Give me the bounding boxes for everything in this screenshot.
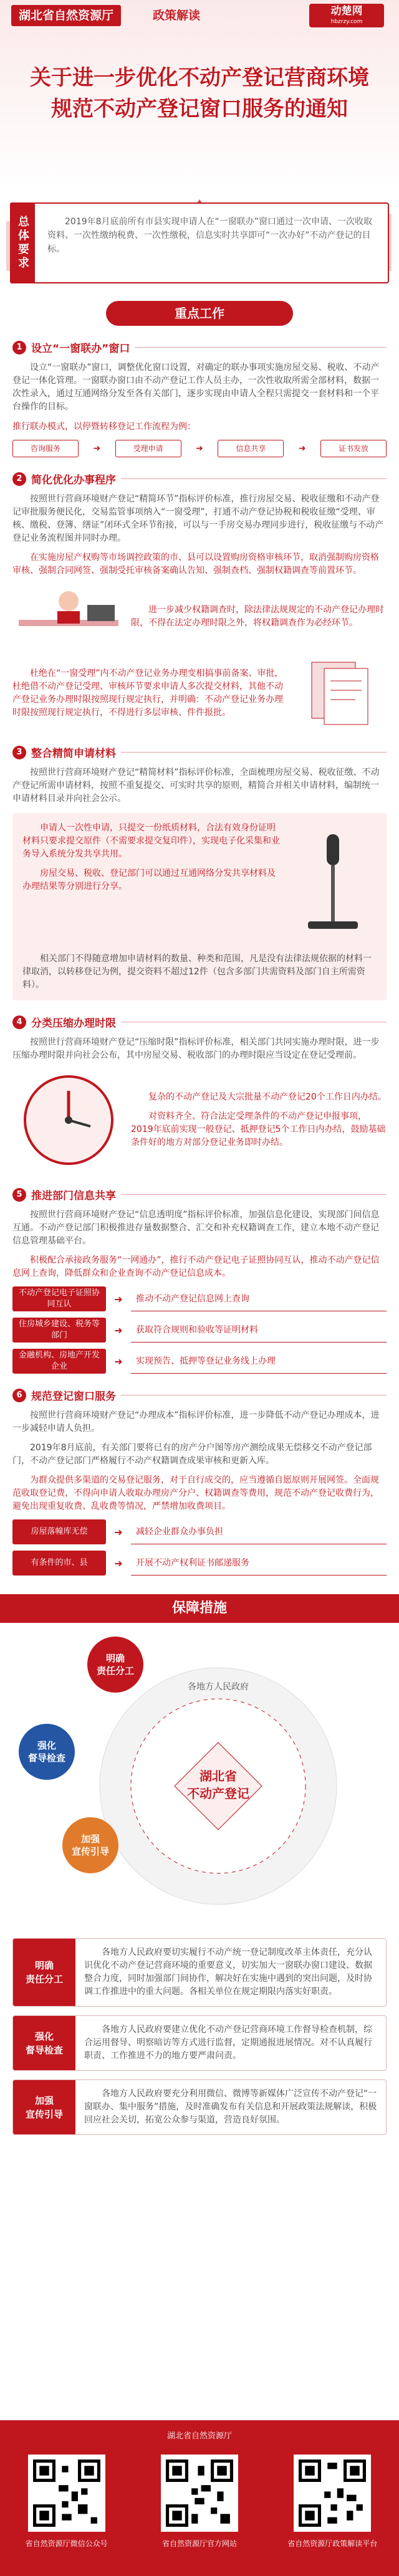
highlight-texts [22, 822, 283, 946]
illustrated-row [12, 656, 387, 731]
section-title: 推进部门信息共享 [31, 1190, 116, 1202]
section-number: 1 [12, 341, 26, 354]
issuer-subtag: 政策解读 [153, 9, 201, 22]
section-4-heading [12, 1014, 387, 1030]
top-bar [0, 0, 399, 31]
divider [121, 478, 387, 479]
qr-code-icon[interactable] [28, 2455, 105, 2532]
section-number: 6 [12, 1389, 26, 1402]
ring-label: 各地方人民政府 [188, 1682, 249, 1692]
clock-illustration [12, 1067, 125, 1173]
circle-publicity: 加强 宣传引导 [62, 1817, 118, 1873]
documents-illustration [293, 656, 387, 731]
section-title: 设立“一窗联办”窗口 [31, 343, 130, 355]
link-left: 金融机构、房地产开发企业 [12, 1349, 106, 1374]
flow-caption: 推行联办模式，以停暨转移登记工作流程为例： [12, 422, 196, 432]
section-5-heading [12, 1187, 387, 1202]
link-row [12, 1349, 387, 1374]
arrow-right-icon: ➜ [114, 1324, 123, 1336]
issuer-tag: 湖北省自然资源厅 [11, 5, 121, 26]
flow-step: 信息共享 [218, 440, 284, 457]
guarantee-tag: 强化 督导检查 [13, 2016, 75, 2070]
flow-step: 证书发放 [320, 440, 387, 457]
paragraph: 2019年8月底前，有关部门要将已有的房产分户图等房产测绘成果无偿移交不动产登记部门，不动产登记部门严格履行不动产权籍调查成果审核和更新入库。 [12, 1443, 372, 1466]
section-2-heading [12, 471, 387, 487]
highlight-paragraph: 为群众提供多渠道的交易登记服务，对于自行成交的，应当遵循自愿原则开展网签。全面规范收取登记费，不得向申请人收取办理房产分户、权籍调查等费用，规范不动产登记收费行为，避免出现重复收费、乱收费等情况，严禁增加收费项目。 [12, 1475, 379, 1511]
qr-codes [0, 2455, 399, 2549]
footer [0, 2420, 399, 2576]
flow-step: 受理申请 [115, 440, 181, 457]
circle-responsibility: 明确 责任分工 [87, 1637, 143, 1693]
summary-tag: 总体要求 [10, 202, 35, 283]
section-1 [0, 340, 399, 457]
arrow-right-icon: ➜ [114, 1293, 123, 1305]
arrow-right-icon: ➜ [298, 444, 306, 454]
section-2 [0, 471, 399, 731]
section-6-heading [12, 1387, 387, 1403]
qr-code-item[interactable] [153, 2455, 246, 2549]
link-row [12, 1286, 387, 1311]
process-flow [12, 440, 387, 457]
link-row [12, 1551, 387, 1576]
section-number: 2 [12, 472, 26, 486]
divider [135, 347, 387, 348]
section-3 [0, 744, 399, 1000]
section-number: 5 [12, 1188, 26, 1202]
paragraph: 按照世行营商环境财产登记“信息透明度”指标评价标准，加强信息化建设，实现部门间信息互通。不动产登记部门积极推进存量数据整合、汇交和补充权籍调查工作，建立本地不动产登记信息管理基础平台。 [12, 1210, 380, 1246]
logo-text: 动楚网 [330, 5, 363, 17]
title-line2: 规范不动产登记窗口服务的通知 [51, 97, 348, 121]
qr-code-item[interactable] [286, 2455, 379, 2549]
qr-code-icon[interactable] [294, 2455, 371, 2532]
highlight-paragraph: 申请人一次性申请，只提交一份纸质材料，合法有效身份证明材料只要求提交原件（不需要求提交复印件），实现电子化采集和业务导入系统分发共享共用。 [22, 823, 280, 859]
guarantee-item [12, 1938, 387, 2007]
arrow-right-icon: ➜ [114, 1526, 123, 1538]
paragraph: 按照世行营商环境财产登记“精简材料”指标评价标准，全面梳理房屋交易、税收征缴、不动产登记所需申请材料，按照不重复提交、可实时共享的原则，精简合并相关申请材料，编制统一申请材料目录并向社会公示。 [12, 768, 380, 804]
link-right: 开展不动产权利证书邮递服务 [131, 1551, 387, 1576]
link-right: 实现预告、抵押等登记业务线上办理 [131, 1349, 387, 1374]
illustrated-row [12, 1067, 387, 1173]
summary-box [10, 202, 389, 283]
highlight-paragraph: 进一步减少权籍调查时，除法律法规规定的不动产登记办理时限，不得在法定办理时限之外，将权籍调查作为必经环节。 [131, 605, 384, 628]
highlight-paragraph: 积极配合承接政务服务“一网通办”，推行不动产登记电子证照协同互认，推动不动产登记信息网上查询，降低群众和企业查询不动产登记信息成本。 [12, 1255, 380, 1278]
section-1-heading [12, 340, 387, 355]
link-row [12, 1318, 387, 1343]
link-right: 获取符合规则和验收等证明材料 [131, 1318, 387, 1343]
title-line1: 关于进一步优化不动产登记营商环境 [30, 65, 369, 90]
guarantee-diagram [12, 1630, 387, 1929]
circle-supervision: 强化 督导检查 [19, 1724, 75, 1780]
logo-sub: hbzrzy.com [330, 19, 363, 25]
qr-code-item[interactable] [20, 2455, 113, 2549]
flow-step: 咨询服务 [12, 440, 79, 457]
site-logo[interactable] [309, 4, 384, 27]
paragraph: 按照世行营商环境财产登记“压缩时限”指标评价标准，相关部门共同实施办理时限，进一步压缩办理时限并向社会公布，其中房屋交易、税收部门的办理时限应当设定在登记受理前。 [12, 1037, 380, 1060]
microphone-illustration [289, 822, 377, 946]
qr-caption: 省自然资源厅官方网站 [161, 2539, 237, 2548]
footer-title: 湖北省自然资源厅 [166, 2431, 232, 2441]
divider [121, 1194, 387, 1195]
section-4 [0, 1014, 399, 1173]
guarantee-text: 各地方人民政府要切实履行不动产统一登记制度改革主体责任，充分认识优化不动产登记营商环境的重要意义，切实加大一窗联办窗口建设、数据整合力度，同时加强部门间协作，解决好在实施中遇到的突出问题，及时协调工作推进中的重大问题。各相关单位在规定期限内落实好职责。 [84, 1947, 372, 1997]
qr-caption: 省自然资源厅政策解读平台 [287, 2539, 378, 2548]
guarantee-tag: 加强 宣传引导 [13, 2080, 75, 2134]
divider [121, 752, 387, 753]
arrow-right-icon: ➜ [196, 444, 203, 454]
section-number: 3 [12, 746, 26, 759]
link-right: 推动不动产登记信息网上查询 [131, 1286, 387, 1311]
link-left: 房屋落幢库无偿 [12, 1519, 106, 1544]
link-left: 有条件的市、县 [12, 1551, 106, 1576]
paragraph: 按照世行营商环境财产登记“精简环节”指标评价标准，推行房屋交易、税收征缴和不动产登记审批服务便民化，交易监管事项纳入“一窗受理”，打通不动产登记协税和税收征缴“受理、审核、缴税、登簿、缮证”闭环式全环节衔接，可以与一手房交易办理同步进行，税收征缴与不动产登记业务流程图并同时办理。 [12, 494, 384, 543]
section-title: 规范登记窗口服务 [31, 1390, 116, 1403]
summary-text: 2019年8月底前所有市县实现申请人在“一窗联办”窗口通过一次申请、一次收取资料、一次性缴纳税费、一次性缴税，信息实时共享即可“一次办好”不动产登记的目标。 [47, 217, 373, 254]
highlight-paragraph: 在实施房屋产权购等市场调控政策的市、县可以设置购房资格审核环节，取消强制购房资格审核、强制合同网签、强制受托审核备案确认告知、强制查档、强制权籍调查等前置环节。 [12, 553, 379, 576]
section-3-heading [12, 744, 387, 760]
section-5 [0, 1187, 399, 1374]
key-points-banner: 重点工作 [106, 301, 293, 326]
highlight-texts [131, 1091, 387, 1149]
section-6 [0, 1387, 399, 1576]
guarantee-tag: 明确 责任分工 [13, 1939, 75, 2006]
page-title [12, 62, 387, 125]
guarantee-item [12, 2015, 387, 2071]
paragraph: 相关部门不得随意增加申请材料的数量、种类和范围，凡是没有法律法规依据的材料一律取消，以转移登记为例，提交资料不超过12件（包含多部门共需资料及部门自主所需资料）。 [22, 954, 372, 990]
guarantee-text: 各地方人民政府要建立优化不动产登记营商环境工作督导检查机制，综合运用督导、明察暗访等方式进行监督，定期通报进展情况。对不认真履行职责、工作推进不力的地方要严肃问责。 [84, 2025, 372, 2061]
section-number: 4 [12, 1015, 26, 1029]
arrow-right-icon: ➜ [93, 444, 101, 454]
highlight-paragraph: 杜绝在“一窗受理”内不动产登记业务办理变相搞事前备案、审批，杜绝借不动产登记受理、审核环节要求申请人多次提交材料，其他不动产登记业务办理时限按照现行规定执行，并明确：不动产登记业务办理时限按照现行规定执行，不得进行多层审核、件件报批。 [12, 668, 284, 718]
highlight-box [12, 813, 387, 1000]
link-left: 住房城乡建设、税务等部门 [12, 1318, 106, 1343]
highlight-paragraph: 对资料齐全、符合法定受理条件的不动产登记申报事项，2019年底前实现一般登记、抵押登记5个工作日内办结，鼓励基础条件好的地方对部分登记业务即时办结。 [131, 1111, 386, 1148]
paragraph: 设立“一窗联办”窗口，调整优化窗口设置，对确定的联办事项实施房屋交易、税收、不动产登记一体化管理。一窗联办窗口由不动产登记工作人员主办，一次性收取所需全部材料，数据一次性录入，通过互通网络分发至各有关部门，逐步实现由申请人全程只需提交一套材料和一个平台操作的目标。 [12, 363, 380, 412]
illustrated-row [22, 822, 377, 946]
section-title: 简化优化办事程序 [31, 474, 116, 487]
highlight-paragraph: 房屋交易、税收、登记部门可以通过互通网络分发共享材料及办理结果等分别进行分享。 [22, 868, 276, 891]
arrow-right-icon: ➜ [114, 1355, 123, 1367]
guarantee-text: 各地方人民政府要充分利用微信、微博等新媒体广泛宣传不动产登记“一窗联办、集中服务”措施，及时准确发布有关信息和开展政策法规解读，积极回应社会关切，拓宽公众参与渠道，营造良好氛围。 [84, 2089, 377, 2125]
highlight-paragraph: 复杂的不动产登记及大宗批量不动产登记20个工作日内办结。 [148, 1092, 387, 1102]
guarantee-banner: 保障措施 [0, 1594, 399, 1623]
office-worker-illustration [12, 582, 125, 651]
diagram-center-label: 湖北省 不动产登记 [187, 1769, 249, 1801]
illustrated-row [12, 582, 387, 651]
section-title: 分类压缩办理时限 [31, 1017, 116, 1030]
section-title: 整合精简申请材料 [31, 748, 116, 760]
arrow-right-icon: ➜ [114, 1557, 123, 1569]
qr-caption: 省自然资源厅微信公众号 [25, 2539, 108, 2548]
paragraph: 按照世行营商环境财产登记“办理成本”指标评价标准，进一步降低不动产登记办理成本，进一步减轻申请人负担。 [12, 1410, 380, 1433]
link-left: 不动产登记电子证照协同互认 [12, 1286, 106, 1311]
link-row [12, 1519, 387, 1544]
link-right: 减轻企业群众办事负担 [131, 1519, 387, 1544]
qr-code-icon[interactable] [161, 2455, 238, 2532]
guarantee-item [12, 2079, 387, 2135]
